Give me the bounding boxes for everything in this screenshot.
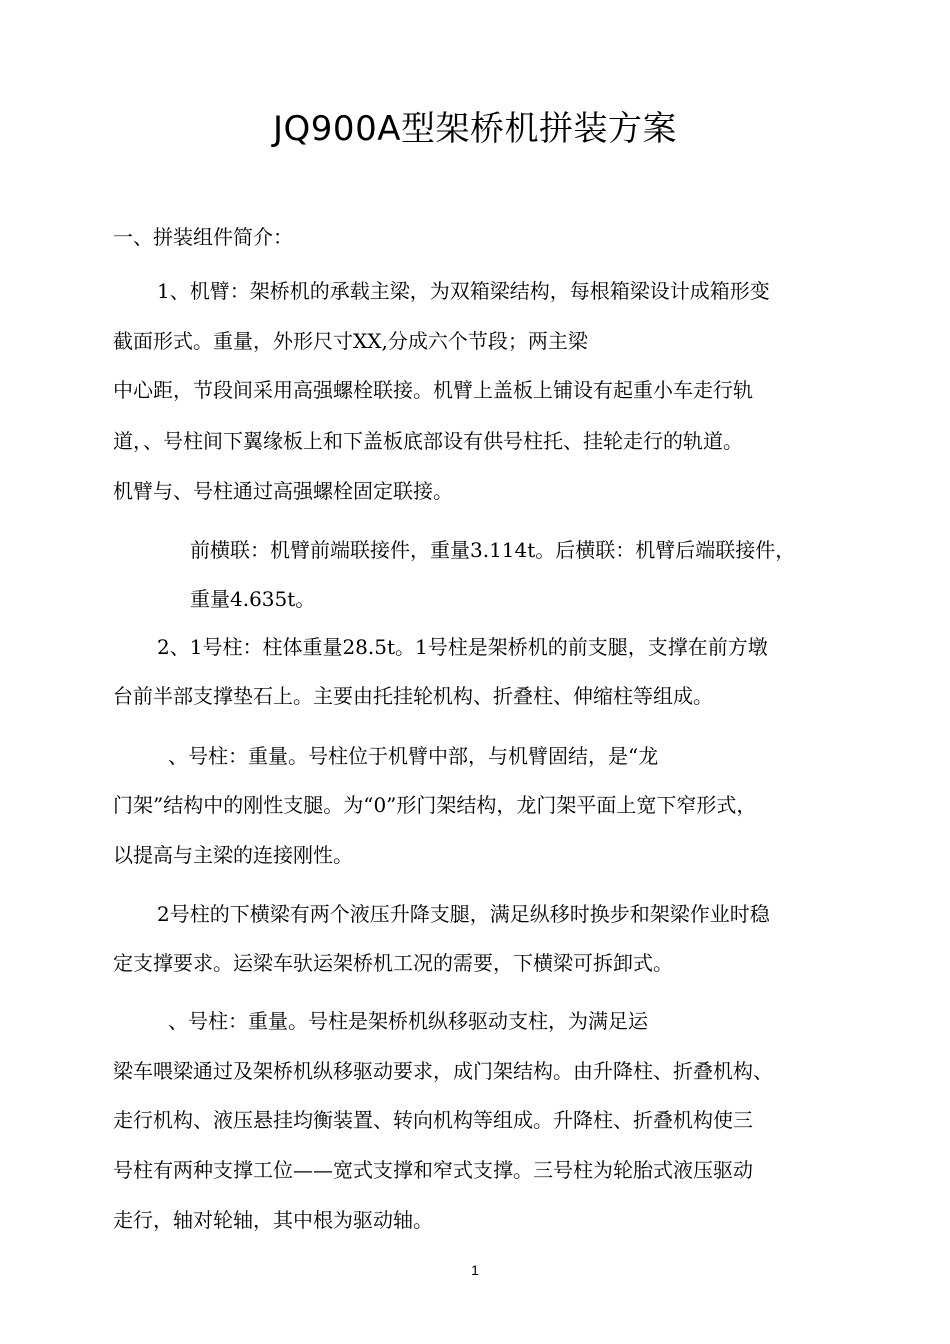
paragraph-line: 走行，轴对轮轴，其中根为驱动轴。 <box>113 1208 433 1232</box>
document-title: JQ900A型架桥机拼装方案 <box>273 109 677 149</box>
paragraph-line: 走行机构、液压悬挂均衡装置、转向机构等组成。升降柱、折叠机构使三 <box>113 1108 753 1132</box>
paragraph-line: 2、1号柱：柱体重量28.5t。1号柱是架桥机的前支腿，支撑在前方墩 <box>157 635 768 659</box>
paragraph-line: 重量4.635t。 <box>190 587 316 611</box>
page-number: 1 <box>471 1262 479 1278</box>
paragraph-line: 门架”结构中的刚性支腿。为“0”形门架结构，龙门架平面上宽下窄形式， <box>113 793 757 817</box>
paragraph-line: 、号柱：重量。号柱位于机臂中部，与机臂固结，是“龙 <box>168 744 659 768</box>
section-heading: 一、拼装组件简介： <box>113 225 293 249</box>
paragraph-line: 2号柱的下横梁有两个液压升降支腿，满足纵移时换步和架梁作业时稳 <box>157 902 770 926</box>
paragraph-line: 定支撑要求。运梁车驮运架桥机工况的需要，下横梁可拆卸式。 <box>113 951 673 975</box>
paragraph-line: 中心距，节段间采用高强螺栓联接。机臂上盖板上铺设有起重小车走行轨 <box>113 378 753 402</box>
paragraph-line: 号柱有两种支撑工位——宽式支撑和窄式支撑。三号柱为轮胎式液压驱动 <box>113 1158 753 1182</box>
paragraph-line: 台前半部支撑垫石上。主要由托挂轮机构、折叠柱、伸缩柱等组成。 <box>113 684 713 708</box>
paragraph-line: 梁车喂梁通过及架桥机纵移驱动要求，成门架结构。由升降柱、折叠机构、 <box>113 1059 773 1083</box>
paragraph-line: 截面形式。重量，外形尺寸XX,分成六个节段；两主梁 <box>113 329 588 353</box>
paragraph-line: 、号柱：重量。号柱是架桥机纵移驱动支柱，为满足运 <box>168 1009 648 1033</box>
paragraph-line: 机臂与、号柱通过高强螺栓固定联接。 <box>113 479 453 503</box>
paragraph-line: 1、机臂：架桥机的承载主梁，为双箱梁结构，每根箱梁设计成箱形变 <box>157 279 770 303</box>
paragraph-line: 前横联：机臂前端联接件，重量3.114t。后横联：机臂后端联接件， <box>190 538 796 562</box>
paragraph-line: 道，、号柱间下翼缘板上和下盖板底部设有供号柱托、挂轮走行的轨道。 <box>113 429 743 453</box>
paragraph-line: 以提高与主梁的连接刚性。 <box>113 843 353 867</box>
